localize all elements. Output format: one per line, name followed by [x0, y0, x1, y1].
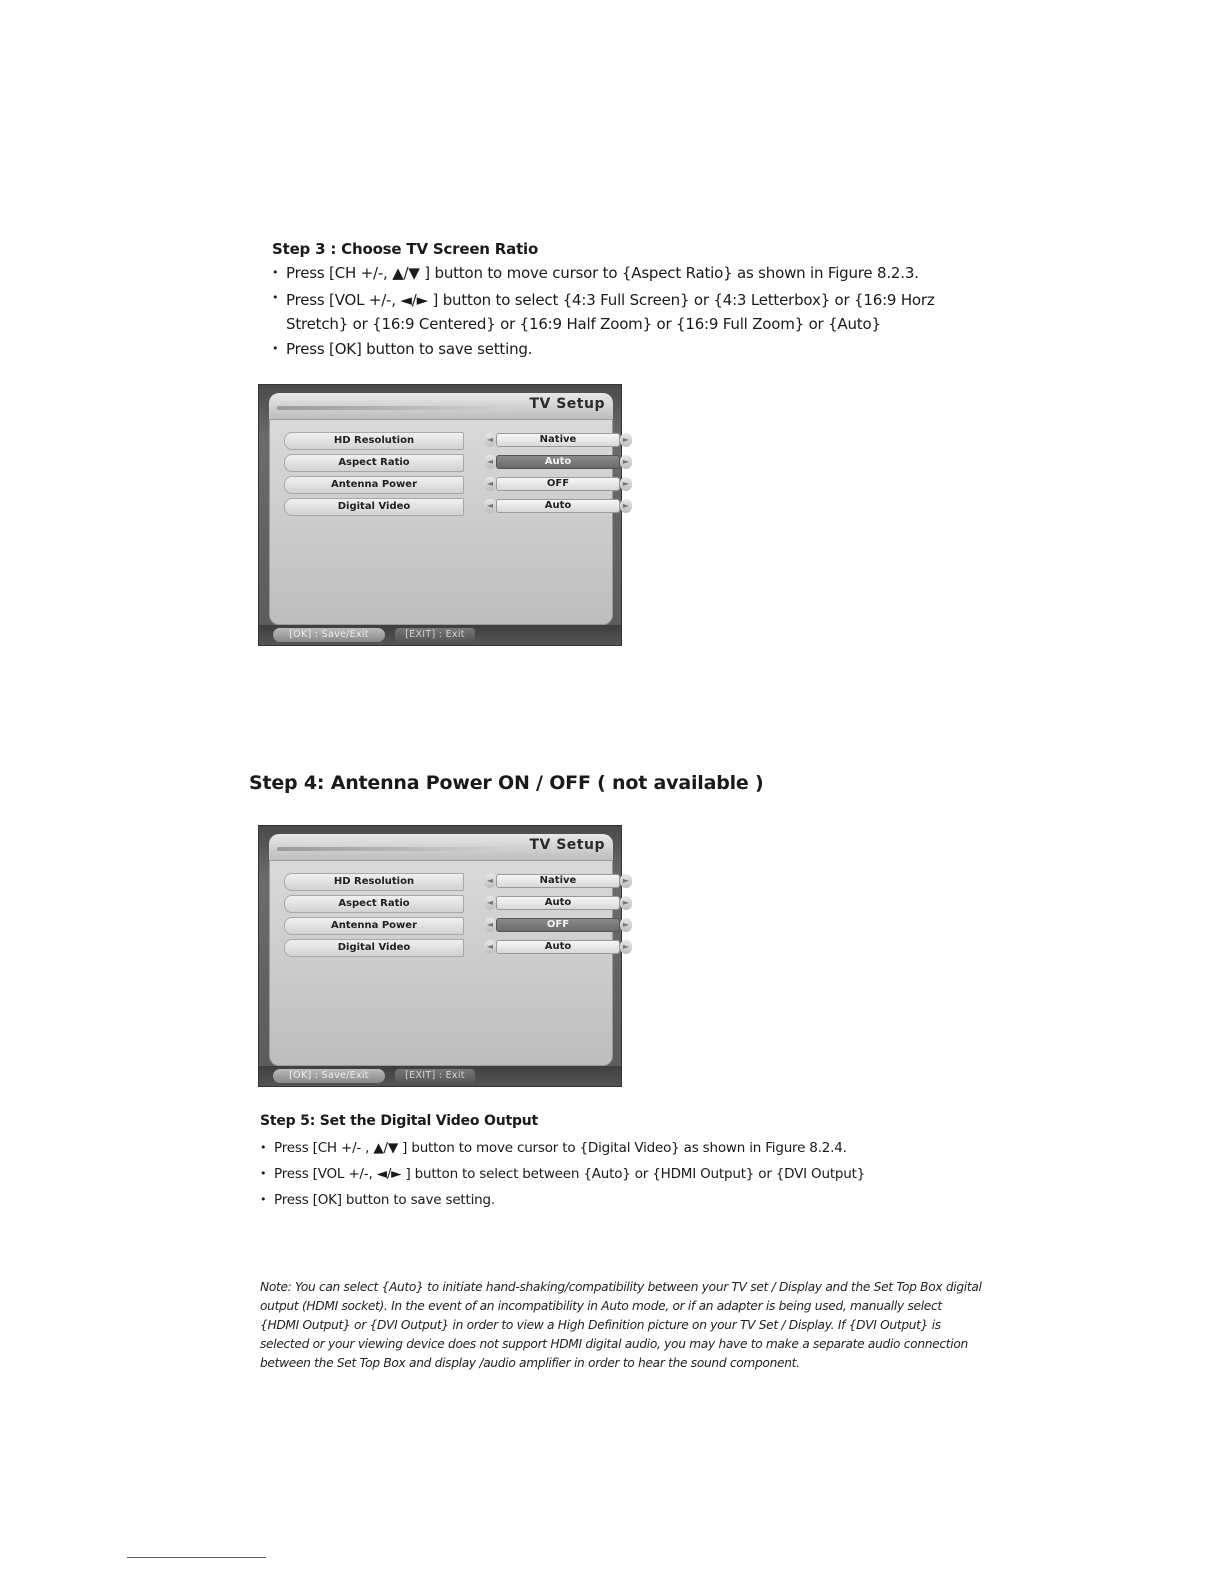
menu-row-hd-resolution[interactable] — [284, 873, 630, 891]
list-item: • Press [CH +/-, ▲/▼ ] button to move cursor to {Aspect Ratio} as shown in Figure 8.2.3. — [272, 260, 992, 286]
menu-label: Digital Video — [284, 498, 464, 516]
list-item: • Press [CH +/- , ▲/▼ ] button to move cursor to {Digital Video} as shown in Figure 8.2.4. — [260, 1135, 980, 1161]
screen-footer — [259, 1066, 621, 1086]
header-bar — [277, 847, 507, 851]
ok-save-exit-button[interactable]: [OK] : Save/Exit — [273, 628, 385, 642]
step3-title: Step 3 : Choose TV Screen Ratio — [272, 240, 539, 258]
screen-title: TV Setup — [529, 837, 605, 853]
step5-bullets — [260, 1135, 980, 1213]
menu-label: Antenna Power — [284, 476, 464, 494]
menu-row-antenna-power[interactable] — [284, 917, 630, 935]
right-arrow-icon[interactable]: ► — [620, 940, 632, 954]
left-arrow-icon[interactable]: ◄ — [484, 896, 496, 910]
menu-value: Auto — [496, 499, 620, 513]
right-arrow-icon[interactable]: ► — [620, 477, 632, 491]
list-item: • Press [VOL +/-, ◄/► ] button to select {4:3 Full Screen} or {4:3 Letterbox} or {16:9 Horz Stretch} or {16:9 Centered} or {16:9 Half Zoom} or {16:9 Full Zoom} or {Auto} — [272, 286, 992, 336]
menu-value-selector[interactable] — [484, 873, 632, 889]
menu-panel — [269, 419, 630, 625]
menu-value-selector[interactable] — [484, 917, 632, 933]
left-arrow-icon[interactable]: ◄ — [484, 918, 496, 932]
menu-row-antenna-power[interactable] — [284, 476, 630, 494]
menu-row-digital-video[interactable] — [284, 939, 630, 957]
exit-button[interactable]: [EXIT] : Exit — [395, 628, 475, 642]
menu-value-selector[interactable] — [484, 939, 632, 955]
menu-label: Antenna Power — [284, 917, 464, 935]
menu-label: Aspect Ratio — [284, 895, 464, 913]
tv-setup-screen-2 — [258, 825, 630, 1087]
menu-value-selector[interactable] — [484, 454, 632, 470]
menu-row-aspect-ratio[interactable] — [284, 895, 630, 913]
menu-value-selector[interactable] — [484, 498, 632, 514]
step5-title: Step 5: Set the Digital Video Output — [260, 1113, 539, 1129]
step4-title: Step 4: Antenna Power ON / OFF ( not available ) — [249, 772, 764, 794]
ok-save-exit-button[interactable]: [OK] : Save/Exit — [273, 1069, 385, 1083]
list-item: • Press [VOL +/-, ◄/► ] button to select between {Auto} or {HDMI Output} or {DVI Output} — [260, 1161, 980, 1187]
header-bar — [277, 406, 507, 410]
menu-value: Native — [496, 874, 620, 888]
menu-value: Auto — [496, 940, 620, 954]
footer-rule — [127, 1557, 266, 1558]
note-paragraph: Note: You can select {Auto} to initiate hand-shaking/compatibility between your TV set / Display and the Set Top Box digital output (HDMI socket). In the event of an incompatibility in Auto mode, or if an adapter is being used, manually select {HDMI Output} or {DVI Output} in order to view a High Definition picture on your TV Set / Display. If {DVI Output} is selected or your viewing device does not support HDMI digital audio, you may have to make a separate audio connection between the Set Top Box and display /audio amplifier in order to hear the sound component. — [260, 1280, 982, 1370]
menu-row-aspect-ratio[interactable] — [284, 454, 630, 472]
list-item: • Press [OK] button to save setting. — [272, 336, 992, 362]
right-arrow-icon[interactable]: ► — [620, 455, 632, 469]
menu-row-digital-video[interactable] — [284, 498, 630, 516]
right-arrow-icon[interactable]: ► — [620, 433, 632, 447]
menu-panel — [269, 860, 630, 1066]
left-arrow-icon[interactable]: ◄ — [484, 455, 496, 469]
screen-title: TV Setup — [529, 396, 605, 412]
menu-row-hd-resolution[interactable] — [284, 432, 630, 450]
list-item: • Press [OK] button to save setting. — [260, 1187, 980, 1213]
menu-value: Auto — [496, 896, 620, 910]
exit-button[interactable]: [EXIT] : Exit — [395, 1069, 475, 1083]
menu-label: HD Resolution — [284, 873, 464, 891]
left-arrow-icon[interactable]: ◄ — [484, 477, 496, 491]
left-arrow-icon[interactable]: ◄ — [484, 433, 496, 447]
menu-value-selector[interactable] — [484, 476, 632, 492]
menu-label: Aspect Ratio — [284, 454, 464, 472]
menu-label: Digital Video — [284, 939, 464, 957]
screen-footer — [259, 625, 621, 645]
left-arrow-icon[interactable]: ◄ — [484, 940, 496, 954]
menu-value: OFF — [496, 918, 620, 932]
screen-header — [269, 834, 613, 860]
menu-label: HD Resolution — [284, 432, 464, 450]
right-arrow-icon[interactable]: ► — [620, 499, 632, 513]
left-arrow-icon[interactable]: ◄ — [484, 874, 496, 888]
menu-value: Native — [496, 433, 620, 447]
menu-value: OFF — [496, 477, 620, 491]
right-arrow-icon[interactable]: ► — [620, 896, 632, 910]
menu-value-selector[interactable] — [484, 432, 632, 448]
menu-value-selector[interactable] — [484, 895, 632, 911]
right-arrow-icon[interactable]: ► — [620, 874, 632, 888]
tv-setup-screen-1 — [258, 384, 630, 646]
right-arrow-icon[interactable]: ► — [620, 918, 632, 932]
screen-header — [269, 393, 613, 419]
left-arrow-icon[interactable]: ◄ — [484, 499, 496, 513]
menu-value: Auto — [496, 455, 620, 469]
step3-bullets — [272, 260, 992, 362]
